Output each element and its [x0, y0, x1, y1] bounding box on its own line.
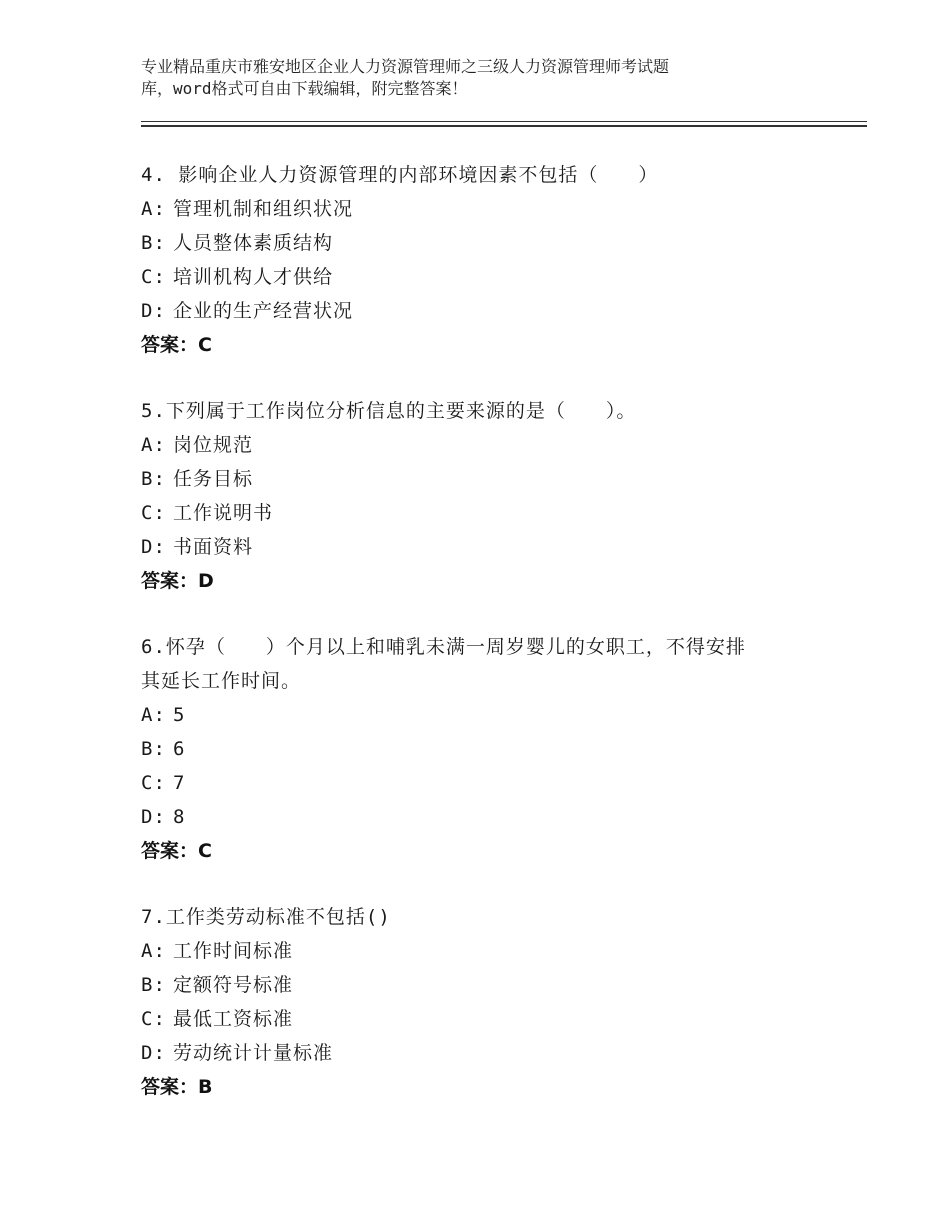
option-text: 书面资料 — [173, 536, 254, 558]
answer-line — [141, 564, 821, 598]
option-letter: D: — [141, 300, 166, 322]
header-line-2: 库，word格式可自由下载编辑，附完整答案！ — [141, 79, 468, 98]
option-letter: A: — [141, 940, 166, 962]
header-line-1: 专业精品重庆市雅安地区企业人力资源管理师之三级人力资源管理师考试题 — [141, 57, 670, 76]
answer-option — [141, 260, 821, 294]
option-text: 8 — [173, 806, 186, 828]
option-text: 工作说明书 — [173, 502, 274, 524]
question-stem: 其延长工作时间。 — [141, 670, 302, 692]
answer-value: C — [198, 334, 212, 356]
option-letter: D: — [141, 1042, 166, 1064]
option-letter: C: — [141, 266, 166, 288]
option-letter: A: — [141, 198, 166, 220]
option-letter: B: — [141, 738, 166, 760]
option-text: 任务目标 — [173, 468, 254, 490]
answer-label: 答案： — [141, 570, 199, 592]
answer-option — [141, 530, 821, 564]
answer-option — [141, 800, 821, 834]
option-letter: C: — [141, 1008, 166, 1030]
question-list — [141, 158, 821, 1136]
answer-option — [141, 698, 821, 732]
answer-option — [141, 1036, 821, 1070]
question-stem: 4. 影响企业人力资源管理的内部环境因素不包括（ ） — [141, 164, 659, 186]
option-letter: A: — [141, 434, 166, 456]
answer-option — [141, 226, 821, 260]
option-text: 劳动统计计量标准 — [173, 1042, 334, 1064]
answer-option — [141, 934, 821, 968]
option-letter: B: — [141, 468, 166, 490]
option-text: 工作时间标准 — [173, 940, 294, 962]
option-text: 7 — [173, 772, 186, 794]
question-block — [141, 394, 821, 598]
option-letter: B: — [141, 232, 166, 254]
question-block — [141, 630, 821, 868]
option-text: 定额符号标准 — [173, 974, 294, 996]
answer-option — [141, 192, 821, 226]
answer-label: 答案： — [141, 334, 199, 356]
option-text: 人员整体素质结构 — [173, 232, 334, 254]
answer-option — [141, 732, 821, 766]
option-letter: D: — [141, 806, 166, 828]
question-stem: 7.工作类劳动标准不包括() — [141, 906, 391, 928]
answer-line — [141, 328, 821, 362]
answer-option — [141, 968, 821, 1002]
answer-option — [141, 1002, 821, 1036]
option-letter: D: — [141, 536, 166, 558]
answer-label: 答案： — [141, 840, 199, 862]
answer-option — [141, 428, 821, 462]
option-letter: C: — [141, 502, 166, 524]
question-block — [141, 900, 821, 1104]
header-divider-thick — [141, 125, 867, 127]
answer-line — [141, 1070, 821, 1104]
option-text: 培训机构人才供给 — [173, 266, 334, 288]
option-text: 6 — [173, 738, 186, 760]
question-block — [141, 158, 821, 362]
header-divider-thin — [141, 121, 867, 122]
answer-option — [141, 766, 821, 800]
answer-option — [141, 294, 821, 328]
answer-value: D — [198, 570, 214, 592]
question-stem: 6.怀孕（ ）个月以上和哺乳未满一周岁婴儿的女职工，不得安排 — [141, 636, 746, 658]
answer-line — [141, 834, 821, 868]
answer-value: B — [198, 1076, 213, 1098]
answer-label: 答案： — [141, 1076, 199, 1098]
option-letter: C: — [141, 772, 166, 794]
option-letter: A: — [141, 704, 166, 726]
answer-option — [141, 496, 821, 530]
answer-option — [141, 462, 821, 496]
option-text: 5 — [173, 704, 186, 726]
option-text: 管理机制和组织状况 — [173, 198, 354, 220]
option-text: 岗位规范 — [173, 434, 254, 456]
answer-value: C — [198, 840, 212, 862]
option-text: 企业的生产经营状况 — [173, 300, 354, 322]
document-header — [141, 56, 781, 100]
option-text: 最低工资标准 — [173, 1008, 294, 1030]
question-stem: 5.下列属于工作岗位分析信息的主要来源的是（ ）。 — [141, 400, 637, 422]
option-letter: B: — [141, 974, 166, 996]
